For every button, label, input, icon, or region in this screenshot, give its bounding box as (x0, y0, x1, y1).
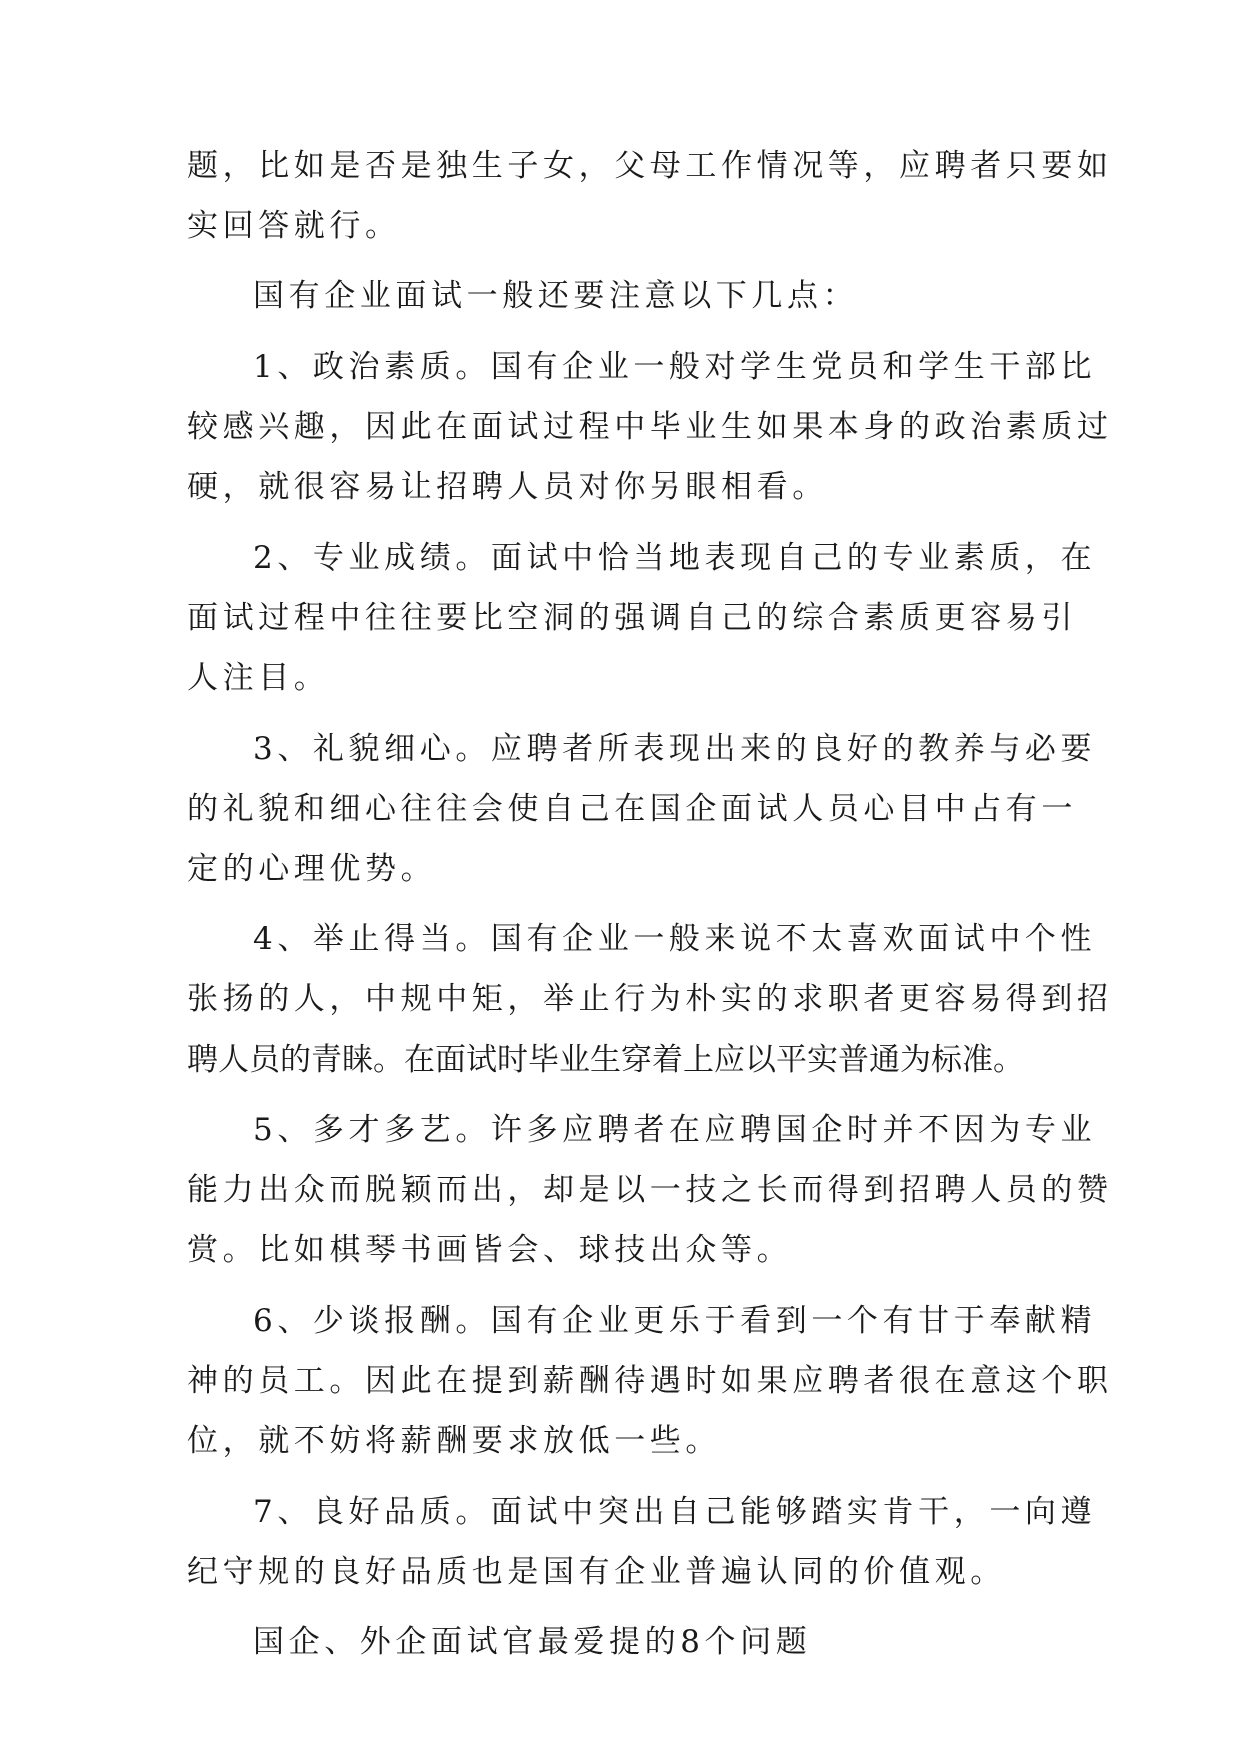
text-line: 3、礼貌细心。应聘者所表现出来的良好的教养与必要 (253, 731, 1097, 767)
text-line: 题，比如是否是独生子女，父母工作情况等，应聘者只要如 (187, 148, 1113, 184)
text-line: 4、举止得当。国有企业一般来说不太喜欢面试中个性 (253, 921, 1097, 957)
text-line: 赏。比如棋琴书画皆会、球技出众等。 (187, 1232, 793, 1268)
text-line: 神的员工。因此在提到薪酬待遇时如果应聘者很在意这个职 (187, 1363, 1113, 1399)
text-line: 聘人员的青睐。在面试时毕业生穿着上应以平实普通为标准。 (187, 1042, 1024, 1078)
text-line: 5、多才多艺。许多应聘者在应聘国企时并不因为专业 (253, 1112, 1097, 1148)
text-line: 的礼貌和细心往往会使自己在国企面试人员心目中占有一 (187, 791, 1077, 827)
text-line: 面试过程中往往要比空洞的强调自己的综合素质更容易引 (187, 600, 1077, 636)
text-line: 纪守规的良好品质也是国有企业普遍认同的价值观。 (187, 1554, 1006, 1590)
text-line: 硬，就很容易让招聘人员对你另眼相看。 (187, 469, 828, 505)
text-line: 国有企业面试一般还要注意以下几点： (253, 278, 859, 314)
text-line: 7、良好品质。面试中突出自己能够踏实肯干，一向遵 (253, 1494, 1097, 1530)
text-line: 人注目。 (187, 660, 330, 696)
text-line: 实回答就行。 (187, 208, 401, 244)
text-line: 能力出众而脱颖而出，却是以一技之长而得到招聘人员的赞 (187, 1172, 1113, 1208)
text-line: 较感兴趣，因此在面试过程中毕业生如果本身的政治素质过 (187, 409, 1113, 445)
text-line: 6、少谈报酬。国有企业更乐于看到一个有甘于奉献精 (253, 1303, 1097, 1339)
text-line: 1、政治素质。国有企业一般对学生党员和学生干部比 (253, 349, 1097, 385)
text-line: 国企、外企面试官最爱提的8个问题 (253, 1624, 812, 1660)
text-line: 定的心理优势。 (187, 851, 437, 887)
text-line: 2、专业成绩。面试中恰当地表现自己的专业素质，在 (253, 540, 1097, 576)
text-line: 张扬的人，中规中矩，举止行为朴实的求职者更容易得到招 (187, 981, 1113, 1017)
text-line: 位，就不妨将薪酬要求放低一些。 (187, 1423, 721, 1459)
